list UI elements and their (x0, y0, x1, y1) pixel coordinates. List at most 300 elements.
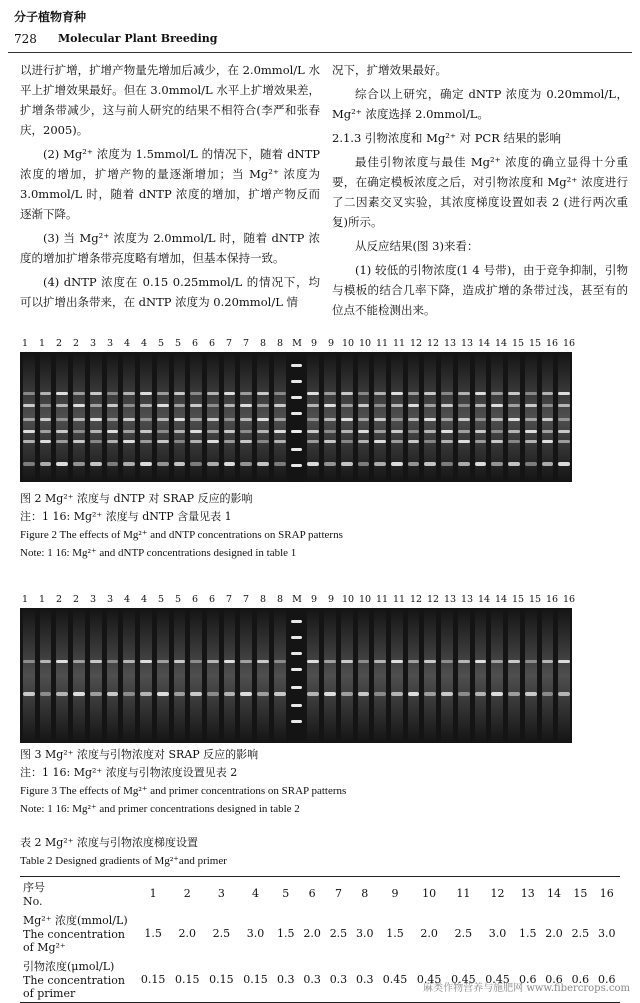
table-cell: 0.15 (140, 972, 166, 986)
lane-label: 2 (55, 594, 63, 605)
gel-lane-smear (491, 608, 503, 743)
gel-band (525, 462, 537, 466)
gel-band (40, 392, 52, 395)
gel-band (491, 462, 503, 466)
gel-band (23, 404, 35, 407)
table-cell: 0.45 (382, 972, 408, 986)
paragraph: (4) dNTP 浓度在 0.15 0.25mmol/L 的情况下，均可以扩增出条带来，在 dNTP 浓度为 0.20mmol/L 情 (20, 275, 320, 309)
gel-band (558, 462, 570, 466)
gel-band (90, 462, 102, 466)
gel-band (424, 660, 436, 663)
gel-band (174, 430, 186, 433)
gel-band (140, 392, 152, 395)
gel-band (123, 392, 135, 395)
table-row (20, 910, 620, 956)
table-cell: 16 (599, 887, 614, 900)
gel-band (525, 440, 537, 443)
gel-band (140, 430, 152, 433)
gel-band (23, 440, 35, 443)
gel-band (458, 418, 470, 421)
table-cell: 0.45 (451, 972, 476, 986)
gel-band (391, 392, 403, 395)
gel-band (224, 392, 236, 395)
paragraph: 最佳引物浓度与最佳 Mg²⁺ 浓度的确立显得十分重要，在确定模板浓度之后，对引物浓度和 Mg²⁺ 浓度进行了二因素交叉实验，其浓度梯度设置如表 2 (进行两次重复)所示。 (332, 155, 628, 229)
table-cell: 10 (422, 887, 437, 900)
header-rule (8, 52, 632, 53)
gel-band (56, 404, 68, 407)
table-cell: 5 (282, 887, 290, 900)
fig3-caption (20, 746, 620, 818)
gel-band (307, 404, 319, 407)
gel-lane-smear (458, 608, 470, 743)
gel-lane-smear (391, 608, 403, 743)
gel-band (341, 418, 353, 421)
gel-band (90, 660, 102, 663)
gel-band (408, 692, 420, 696)
gel-band (240, 392, 252, 395)
gel-lane-smear (542, 608, 554, 743)
lane-label: 10 (358, 594, 372, 605)
gel-band (123, 692, 135, 696)
table-cell: 3.0 (598, 926, 616, 940)
gel-lane-smear (123, 608, 135, 743)
gel-band (157, 404, 169, 407)
gel-band (90, 392, 102, 395)
gel-band (508, 660, 520, 663)
gel-band (358, 430, 370, 433)
gel-band (56, 418, 68, 421)
gel-band (73, 418, 85, 421)
gel-band (291, 636, 303, 639)
gel-band (391, 660, 403, 663)
gel-band (291, 412, 303, 415)
gel-band (207, 692, 219, 696)
gel-lane-smear (558, 608, 570, 743)
row-label: Mg²⁺ 浓度(mmol/L) The concentration of Mg²⁺ (23, 914, 128, 954)
gel-band (324, 430, 336, 433)
gel-band (23, 692, 35, 696)
gel-band (408, 430, 420, 433)
gel-band (107, 660, 119, 663)
gel-lane-smear (157, 608, 169, 743)
gel-band (341, 440, 353, 443)
gel-band (475, 392, 487, 395)
gel-band (291, 430, 303, 433)
gel-band (441, 440, 453, 443)
lane-label: 1 (21, 594, 29, 605)
table-cell: 0.6 (598, 972, 616, 986)
gel-band (341, 660, 353, 663)
gel-band (341, 692, 353, 696)
gel-band (23, 418, 35, 421)
lane-label: 14 (494, 594, 508, 605)
lane-label: 8 (276, 338, 284, 349)
gel-band (140, 418, 152, 421)
gel-lane-smear (90, 608, 102, 743)
gel-band (291, 620, 303, 623)
gel-band (458, 404, 470, 407)
lane-label: 13 (443, 338, 457, 349)
gel-band (123, 462, 135, 466)
gel-band (525, 430, 537, 433)
lane-label: 12 (409, 594, 423, 605)
gel-lane-smear (257, 608, 269, 743)
gel-band (274, 392, 286, 395)
row-label: 序号 No. (23, 881, 45, 908)
lane-label: 6 (208, 594, 216, 605)
gel-band (107, 440, 119, 443)
gel-band (441, 660, 453, 663)
table2-title-cn: 表 2 Mg²⁺ 浓度与引物浓度梯度设置 (20, 836, 199, 849)
gel-band (190, 430, 202, 433)
gel-band (224, 692, 236, 696)
table-cell: 6 (308, 887, 316, 900)
gel-band (23, 660, 35, 663)
gel-band (374, 392, 386, 395)
gel-band (508, 462, 520, 466)
gel-band (307, 440, 319, 443)
gel-band (73, 692, 85, 696)
gel-band (207, 660, 219, 663)
gel-band (240, 660, 252, 663)
table-cell: 0.15 (209, 972, 234, 986)
gel-band (341, 392, 353, 395)
gel-band (491, 430, 503, 433)
gel-band (157, 660, 169, 663)
gel-band (341, 404, 353, 407)
lane-label: 9 (310, 338, 318, 349)
gel-band (491, 440, 503, 443)
lane-label: 6 (208, 338, 216, 349)
gel-lane-smear (274, 608, 286, 743)
gel-band (324, 692, 336, 696)
gel-band (324, 440, 336, 443)
gel-band (257, 404, 269, 407)
gel-band (207, 418, 219, 421)
lane-label: 6 (191, 338, 199, 349)
gel-band (73, 392, 85, 395)
paragraph: 从反应结果(图 3)来看： (355, 239, 479, 253)
gel-band (107, 404, 119, 407)
gel-band (441, 418, 453, 421)
gel-band (358, 440, 370, 443)
gel-band (391, 440, 403, 443)
lane-label: 5 (174, 594, 182, 605)
gel-band (307, 418, 319, 421)
lane-label: 7 (225, 338, 233, 349)
gel-band (123, 440, 135, 443)
gel-band (374, 440, 386, 443)
gel-band (207, 440, 219, 443)
lane-label: 16 (562, 594, 576, 605)
gel-band (424, 462, 436, 466)
lane-label: 2 (72, 594, 80, 605)
gel-band (358, 692, 370, 696)
lane-label: 7 (225, 594, 233, 605)
gel-band (391, 418, 403, 421)
gel-band (475, 418, 487, 421)
gel-band (274, 462, 286, 466)
gel-band (23, 392, 35, 395)
gel-band (274, 440, 286, 443)
gel-band (157, 418, 169, 421)
table-cell: 7 (334, 887, 342, 900)
gel-band (491, 692, 503, 696)
gel-band (90, 430, 102, 433)
gel-band (73, 462, 85, 466)
gel-band (358, 404, 370, 407)
gel-band (324, 404, 336, 407)
gel-band (123, 430, 135, 433)
gel-band (558, 392, 570, 395)
gel-band (190, 404, 202, 407)
gel-band (542, 462, 554, 466)
gel-band (341, 462, 353, 466)
lane-label: 2 (72, 338, 80, 349)
gel-band (324, 660, 336, 663)
lane-label: 11 (392, 594, 406, 605)
journal-title-cn: 分子植物育种 (14, 10, 87, 24)
lane-label: 4 (123, 338, 131, 349)
gel-band (542, 692, 554, 696)
gel-band (508, 692, 520, 696)
gel-band (475, 462, 487, 466)
gel-band (441, 430, 453, 433)
gel-band (508, 430, 520, 433)
lane-label: 12 (409, 338, 423, 349)
gel-band (73, 660, 85, 663)
table-cell: 2.0 (545, 926, 563, 940)
paragraph: 以进行扩增，扩增产物量先增加后减少，在 2.0mmol/L 水平上扩增效果最好。但在 3.0mmol/L 水平上扩增效果差，扩增条带减少，这与前人研究的结果不相符合(李严和张春庆，2005)。 (20, 63, 320, 137)
gel-band (408, 660, 420, 663)
gel-band (56, 660, 68, 663)
gel-band (207, 430, 219, 433)
gel-band (240, 418, 252, 421)
gel-band (542, 660, 554, 663)
gel-band (40, 404, 52, 407)
gel-band (291, 396, 303, 399)
lane-label: 16 (545, 594, 559, 605)
lane-label: 15 (528, 338, 542, 349)
table-cell: 2.5 (454, 926, 473, 940)
gel-band (542, 404, 554, 407)
gel-band (358, 660, 370, 663)
table-cell: 3.0 (488, 926, 507, 940)
lane-label: 10 (358, 338, 372, 349)
gel-band (73, 440, 85, 443)
gel-band (257, 418, 269, 421)
gel-band (274, 418, 286, 421)
table-cell: 0.45 (485, 972, 510, 986)
gel-band (224, 418, 236, 421)
gel-band (475, 440, 487, 443)
gel-band (157, 392, 169, 395)
gel-band (542, 392, 554, 395)
gel-band (257, 440, 269, 443)
gel-band (274, 692, 286, 696)
gel-band (207, 404, 219, 407)
lane-label: 10 (341, 594, 355, 605)
table-cell: 0.6 (518, 972, 537, 986)
lane-label: 7 (242, 594, 250, 605)
gel-band (190, 660, 202, 663)
table-cell: 3.0 (356, 926, 374, 940)
gel-band (257, 692, 269, 696)
gel-band (441, 462, 453, 466)
gel-lane-smear (140, 608, 152, 743)
lane-label: 15 (511, 338, 525, 349)
gel-band (525, 392, 537, 395)
fig3-note-en: Note: 1 16: Mg²⁺ and primer concentrations designed in table 2 (20, 803, 300, 815)
fig3-lane-labels (18, 594, 578, 605)
table-cell: 12 (490, 887, 505, 900)
lane-label: 9 (310, 594, 318, 605)
gel-band (424, 404, 436, 407)
gel-band (391, 404, 403, 407)
table-cell: 0.6 (545, 972, 563, 986)
fig2-lane-labels (18, 338, 578, 349)
fig2-caption-cn: 图 2 Mg²⁺ 浓度与 dNTP 对 SRAP 反应的影响 (20, 492, 253, 505)
lane-label: 16 (545, 338, 559, 349)
gel-band (107, 418, 119, 421)
gel-band (291, 686, 303, 689)
gel-band (408, 404, 420, 407)
gel-band (307, 392, 319, 395)
gel-lane-smear (424, 608, 436, 743)
lane-label: 11 (375, 338, 389, 349)
gel-band (140, 404, 152, 407)
gel-band (257, 430, 269, 433)
gel-band (558, 430, 570, 433)
journal-title-en: Molecular Plant Breeding (58, 32, 218, 45)
gel-band (107, 462, 119, 466)
gel-band (56, 392, 68, 395)
table-cell: 1.5 (518, 926, 537, 940)
gel-band (240, 692, 252, 696)
gel-band (40, 692, 52, 696)
lane-label: 13 (460, 338, 474, 349)
gel-band (56, 692, 68, 696)
gel-band (174, 392, 186, 395)
gel-band (140, 660, 152, 663)
gel-band (458, 430, 470, 433)
lane-label: 13 (460, 594, 474, 605)
gel-band (508, 404, 520, 407)
gel-band (324, 418, 336, 421)
paragraph: (3) 当 Mg²⁺ 浓度为 2.0mmol/L 时，随着 dNTP 浓度的增加扩增条带亮度略有增加，但基本保持一致。 (20, 231, 320, 265)
gel-band (291, 652, 303, 655)
table-cell: 9 (391, 887, 399, 900)
gel-band (475, 692, 487, 696)
lane-label: 14 (494, 338, 508, 349)
gel-band (408, 440, 420, 443)
gel-band (157, 430, 169, 433)
paragraph: (2) Mg²⁺ 浓度为 1.5mmol/L 的情况下，随着 dNTP 浓度的增加，扩增产物的量逐渐增加；当 Mg²⁺ 浓度为 3.0mmol/L 时，随着 dNTP 浓度的增加，扩增产物反而逐渐下降。 (20, 147, 320, 221)
gel-band (408, 462, 420, 466)
table-cell: 0.3 (356, 972, 374, 986)
gel-band (40, 418, 52, 421)
gel-band (391, 462, 403, 466)
gel-band (374, 430, 386, 433)
gel-band (307, 430, 319, 433)
gel-lane-smear (408, 608, 420, 743)
lane-label: 5 (157, 594, 165, 605)
table-cell: 2 (183, 887, 191, 900)
gel-band (525, 404, 537, 407)
gel-lane-smear (224, 608, 236, 743)
fig3-caption-en: Figure 3 The effects of Mg²⁺ and primer concentrations on SRAP patterns (20, 785, 347, 797)
gel-band (73, 404, 85, 407)
gel-lane-smear (190, 608, 202, 743)
gel-band (224, 462, 236, 466)
gel-band (40, 440, 52, 443)
gel-band (491, 392, 503, 395)
gel-band (174, 692, 186, 696)
gel-lane-smear (174, 608, 186, 743)
lane-label: 1 (21, 338, 29, 349)
paragraph: 综合以上研究，确定 dNTP 浓度为 0.20mmol/L，Mg²⁺ 浓度选择 2.0mmol/L。 (332, 87, 628, 121)
gel-lane-smear (240, 608, 252, 743)
gel-band (341, 430, 353, 433)
gel-band (174, 404, 186, 407)
gel-band (174, 440, 186, 443)
gel-band (90, 692, 102, 696)
table-cell: 1.5 (386, 926, 404, 940)
gel-lane-smear (40, 608, 52, 743)
gel-band (291, 720, 303, 723)
left-text-column (20, 60, 320, 316)
fig2-note-en: Note: 1 16: Mg²⁺ and dNTP concentrations designed in table 1 (20, 547, 297, 559)
table-cell: 3 (217, 887, 225, 900)
gel-band (291, 668, 303, 671)
table-cell: 8 (361, 887, 369, 900)
lane-label: 8 (259, 338, 267, 349)
lane-label: 1 (38, 338, 46, 349)
gel-band (291, 364, 303, 367)
gel-band (424, 440, 436, 443)
gel-lane-smear (23, 608, 35, 743)
gel-band (190, 440, 202, 443)
lane-label: 14 (477, 338, 491, 349)
fig2-caption (20, 490, 620, 562)
gel-band (324, 462, 336, 466)
right-text-column (332, 60, 628, 324)
lane-label: 15 (511, 594, 525, 605)
gel-band (291, 448, 303, 451)
gel-band (358, 392, 370, 395)
gel-band (240, 440, 252, 443)
lane-label: M (292, 594, 302, 605)
fig2-caption-en: Figure 2 The effects of Mg²⁺ and dNTP concentrations on SRAP patterns (20, 529, 343, 541)
table-cell: 13 (520, 887, 535, 900)
table-cell: 1 (149, 887, 157, 900)
table2-title (20, 834, 620, 870)
table-cell: 2.0 (178, 926, 196, 940)
lane-label: 15 (528, 594, 542, 605)
gel-band (441, 404, 453, 407)
gel-band (224, 440, 236, 443)
table-cell: 4 (252, 887, 260, 900)
gel-band (291, 380, 303, 383)
lane-label: 4 (140, 594, 148, 605)
gel-band (491, 660, 503, 663)
gel-band (56, 440, 68, 443)
table-cell: 2.0 (420, 926, 438, 940)
gel-band (40, 660, 52, 663)
gel-band (424, 430, 436, 433)
gel-band (374, 462, 386, 466)
gel-band (157, 440, 169, 443)
